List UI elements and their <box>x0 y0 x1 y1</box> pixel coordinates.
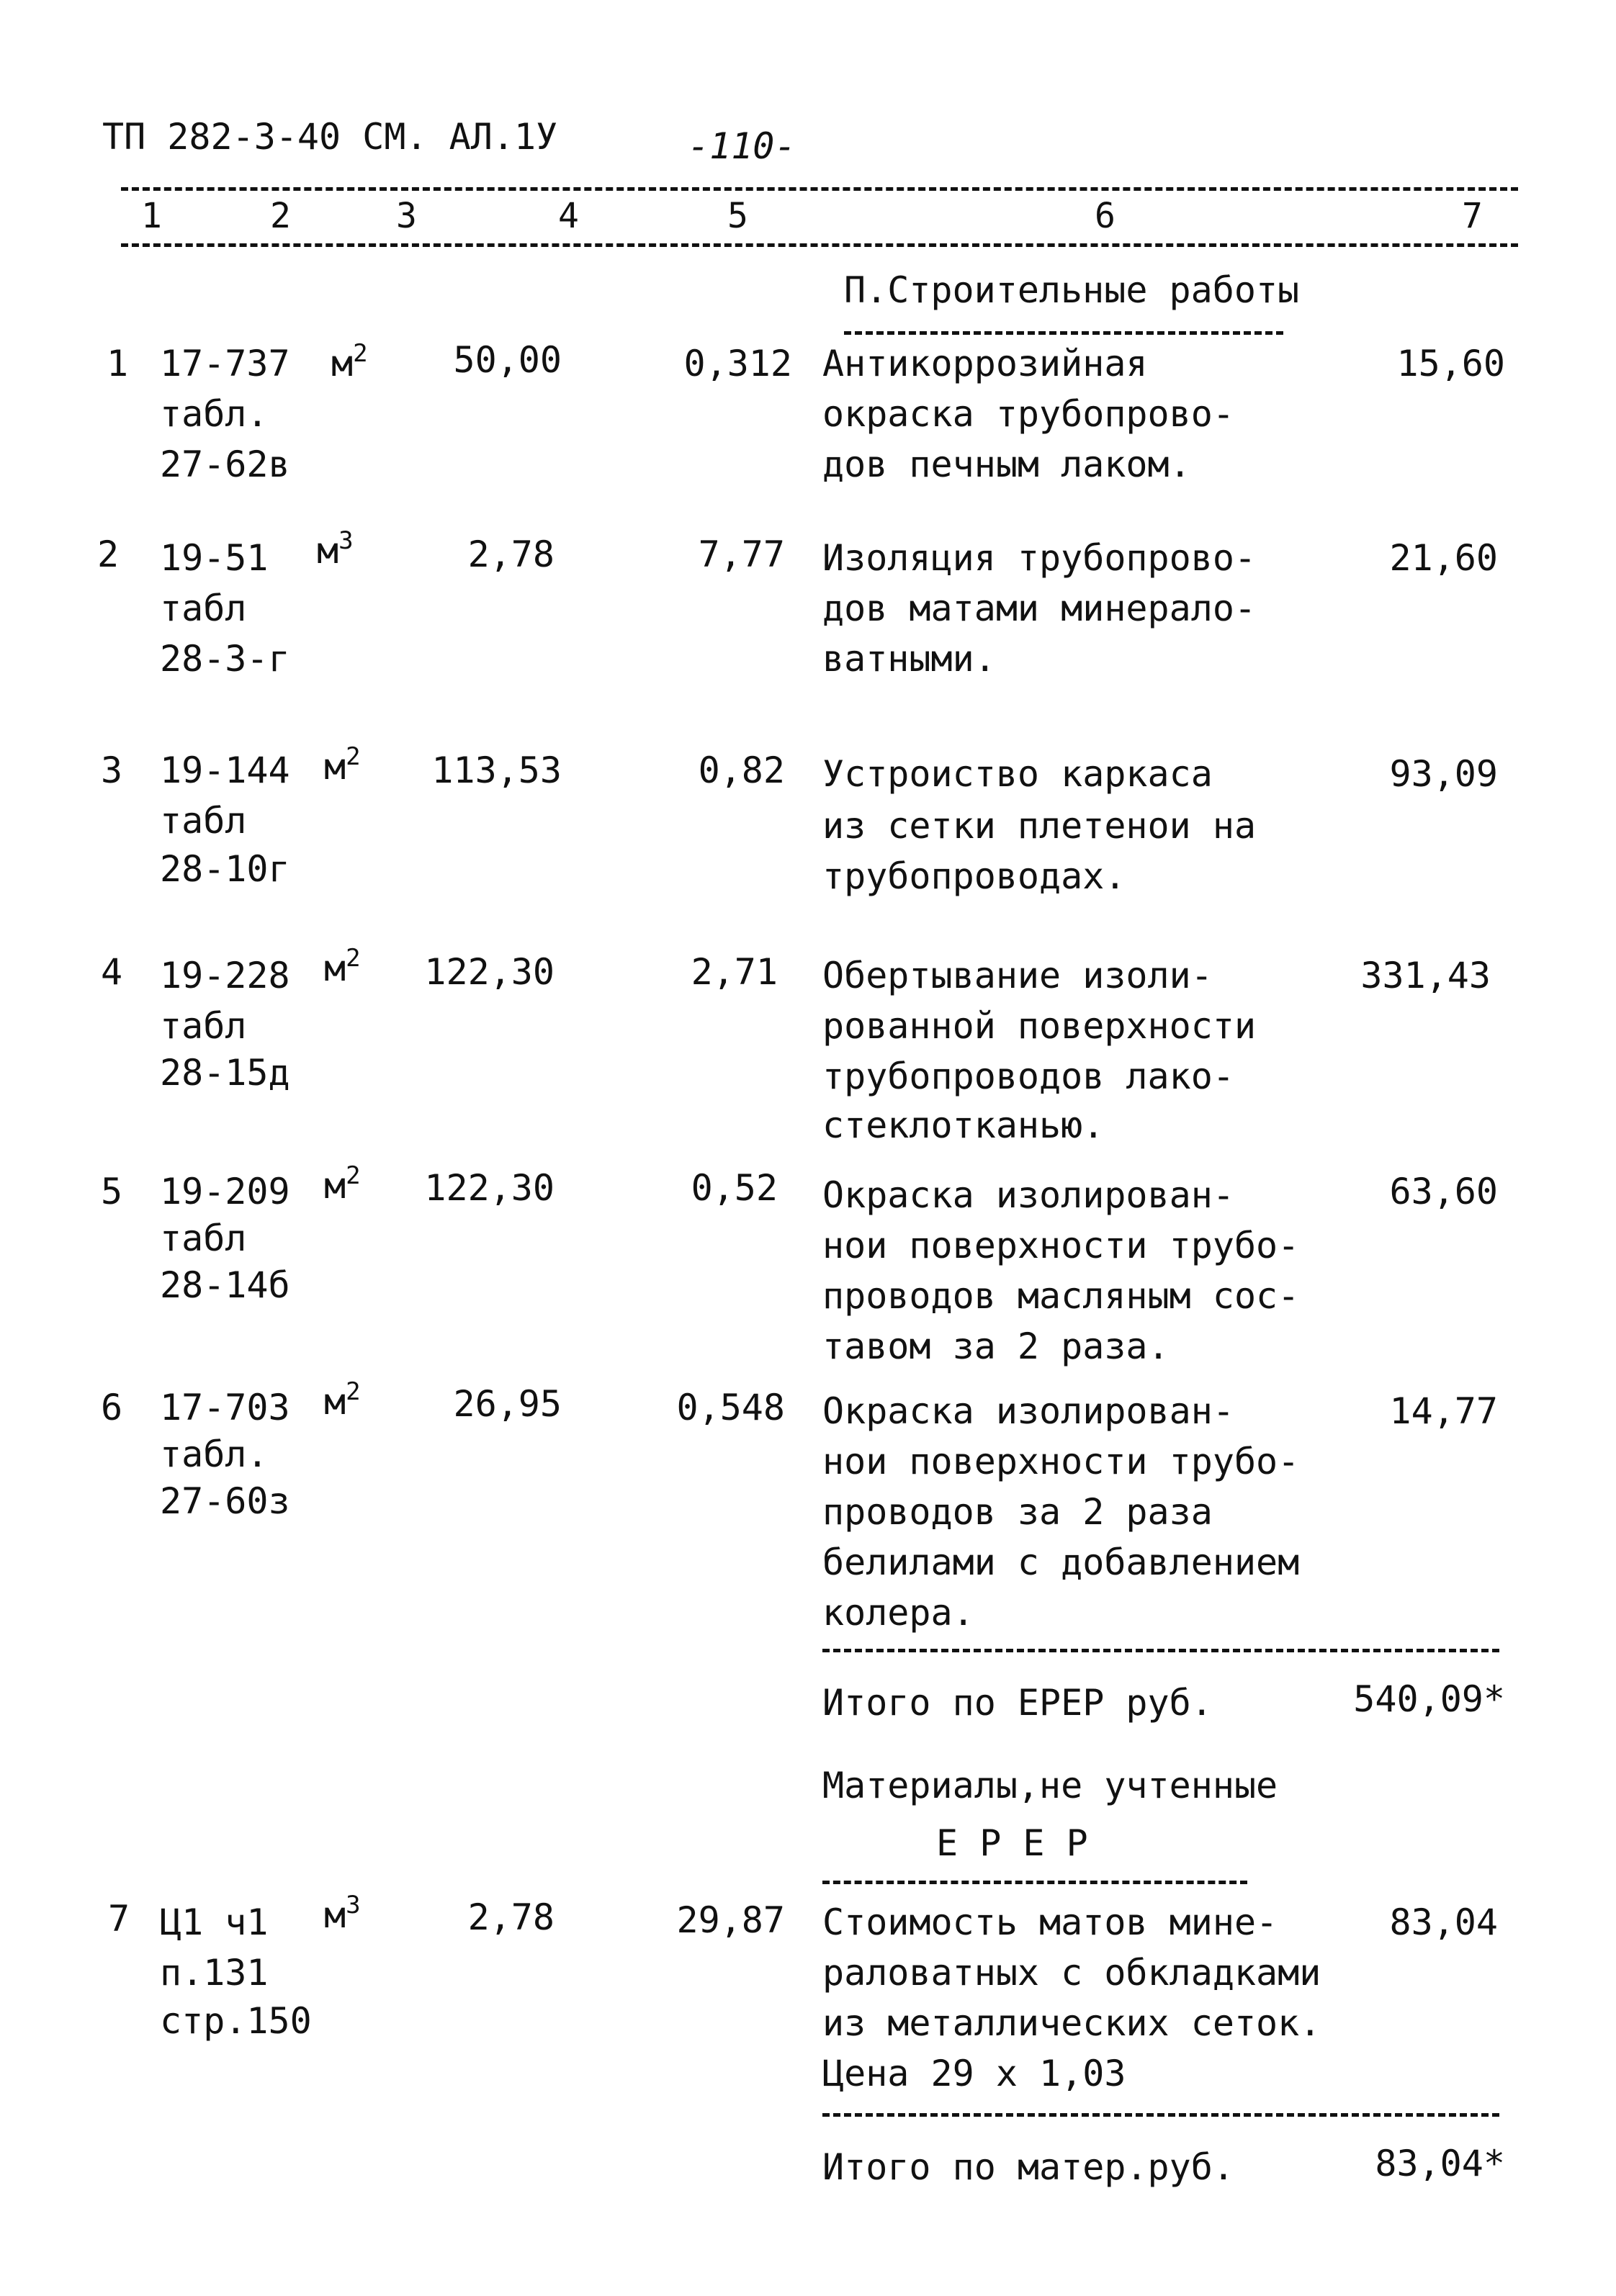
row-number: 6 <box>101 1387 123 1428</box>
unit-price: 0,312 <box>683 343 792 384</box>
unit: $м^3$ <box>317 526 354 572</box>
quantity: 2,78 <box>467 1896 555 1938</box>
quantity: 113,53 <box>431 749 562 791</box>
column-bottom-rule <box>121 243 1518 247</box>
description-line: колера. <box>822 1592 974 1634</box>
description-line: дов матами минерало- <box>822 587 1257 629</box>
column-number-2: 2 <box>270 196 291 236</box>
rate-code: 19-209 <box>160 1171 290 1212</box>
column-number-3: 3 <box>396 196 417 236</box>
unit-price: 0,548 <box>676 1387 785 1428</box>
rate-code: 19-144 <box>160 749 290 791</box>
materials-heading-erer: Е Р Е Р <box>936 1822 1088 1864</box>
description-line: дов печным лаком. <box>822 444 1191 485</box>
unit-price: 0,52 <box>691 1167 778 1209</box>
description-line: рованной поверхности <box>822 1005 1257 1047</box>
column-number-5: 5 <box>727 196 748 236</box>
description-line: белилами с добавлением <box>822 1541 1300 1583</box>
subtotal-works-label: Итого по ЕРЕР руб. <box>822 1682 1213 1724</box>
rate-code: п.131 <box>160 1952 269 1994</box>
rate-code: табл <box>160 800 247 842</box>
unit: $м^3$ <box>324 1891 361 1936</box>
subtotal-materials-label: Итого по матер.руб. <box>822 2146 1234 2188</box>
row-total: 14,77 <box>1389 1390 1498 1432</box>
rate-code: 19-51 <box>160 537 269 579</box>
column-number-4: 4 <box>558 196 579 236</box>
rate-code: 28-10г <box>160 848 290 890</box>
description-line: стеклотканью. <box>822 1104 1105 1146</box>
unit-price: 2,71 <box>691 951 778 993</box>
row-number: 1 <box>107 343 129 384</box>
page-number: -110- <box>688 125 796 167</box>
rate-code: 28-15д <box>160 1052 290 1094</box>
rate-code: Ц1 ч1 <box>160 1901 269 1943</box>
unit-price: 29,87 <box>676 1899 785 1941</box>
unit: $м^2$ <box>324 1377 361 1423</box>
section-title: П.Строительные работы <box>844 269 1300 311</box>
rate-code: 17-737 <box>160 343 290 384</box>
unit-price: 7,77 <box>698 534 785 575</box>
section-title-underline <box>844 331 1283 335</box>
row-number: 4 <box>101 951 123 993</box>
row-number: 5 <box>101 1171 123 1212</box>
description-line: трубопроводов лако- <box>822 1055 1234 1097</box>
row-total: 63,60 <box>1389 1171 1498 1212</box>
row-number: 3 <box>101 749 123 791</box>
rate-code: 28-3-г <box>160 638 290 680</box>
subtotal-materials-value: 83,04* <box>1375 2143 1505 2184</box>
quantity: 2,78 <box>467 534 555 575</box>
column-number-6: 6 <box>1095 196 1116 236</box>
quantity: 122,30 <box>424 1167 555 1209</box>
unit-price: 0,82 <box>698 749 785 791</box>
rate-code: стр.150 <box>160 2000 312 2042</box>
column-number-7: 7 <box>1462 196 1483 236</box>
description-line: Устроиство каркаса <box>822 753 1213 795</box>
rate-code: табл. <box>160 393 269 435</box>
row-number: 7 <box>108 1898 130 1940</box>
description-line: тавом за 2 раза. <box>822 1325 1170 1367</box>
rate-code: 27-62в <box>160 444 290 485</box>
description-line: раловатных с обкладками <box>822 1952 1321 1994</box>
description-line: окраска трубопрово- <box>822 393 1234 435</box>
document-code: ТП 282-3-40 СМ. АЛ.1У <box>102 116 558 158</box>
subtotal-materials-rule <box>822 2113 1499 2117</box>
quantity: 122,30 <box>424 951 555 993</box>
description-line: Антикоррозийная <box>822 343 1148 384</box>
rate-code: 17-703 <box>160 1387 290 1428</box>
description-line: Обертывание изоли- <box>822 955 1213 996</box>
row-total: 331,43 <box>1360 955 1491 996</box>
description-line: Окраска изолирован- <box>822 1390 1234 1432</box>
row-total: 93,09 <box>1389 753 1498 795</box>
rate-code: табл <box>160 587 247 629</box>
rate-code: табл <box>160 1217 247 1259</box>
row-total: 15,60 <box>1396 343 1505 384</box>
description-line: Окраска изолирован- <box>822 1174 1234 1216</box>
description-line: проводов за 2 раза <box>822 1491 1213 1533</box>
description-line: Изоляция трубопрово- <box>822 537 1257 579</box>
rate-code: 27-60з <box>160 1480 290 1522</box>
unit: $м^2$ <box>324 1161 361 1207</box>
rate-code: табл. <box>160 1433 269 1475</box>
subtotal-rule <box>822 1649 1499 1652</box>
subtotal-works-value: 540,09* <box>1353 1678 1505 1720</box>
description-line: нои поверхности трубо- <box>822 1441 1300 1482</box>
quantity: 50,00 <box>453 339 562 381</box>
description-line: Цена 29 х 1,03 <box>822 2053 1126 2094</box>
materials-heading-underline <box>822 1881 1247 1884</box>
description-line: из сетки плетенои на <box>822 805 1257 847</box>
description-line: из металлических сеток. <box>822 2002 1321 2044</box>
description-line: нои поверхности трубо- <box>822 1225 1300 1266</box>
row-number: 2 <box>97 534 120 575</box>
column-top-rule <box>121 187 1518 191</box>
rate-code: 19-228 <box>160 955 290 996</box>
description-line: ватными. <box>822 638 996 680</box>
rate-code: 28-14б <box>160 1264 290 1306</box>
description-line: проводов масляным сос- <box>822 1275 1300 1317</box>
description-line: Стоимость матов мине- <box>822 1901 1278 1943</box>
column-number-1: 1 <box>141 196 162 236</box>
rate-code: табл <box>160 1005 247 1047</box>
description-line: трубопроводах. <box>822 855 1126 897</box>
unit: $м^2$ <box>324 944 361 989</box>
materials-heading: Материалы,не учтенные <box>822 1765 1278 1806</box>
unit: $м^2$ <box>331 339 368 384</box>
row-total: 83,04 <box>1389 1901 1498 1943</box>
row-total: 21,60 <box>1389 537 1498 579</box>
unit: $м^2$ <box>324 742 361 788</box>
quantity: 26,95 <box>453 1383 562 1425</box>
